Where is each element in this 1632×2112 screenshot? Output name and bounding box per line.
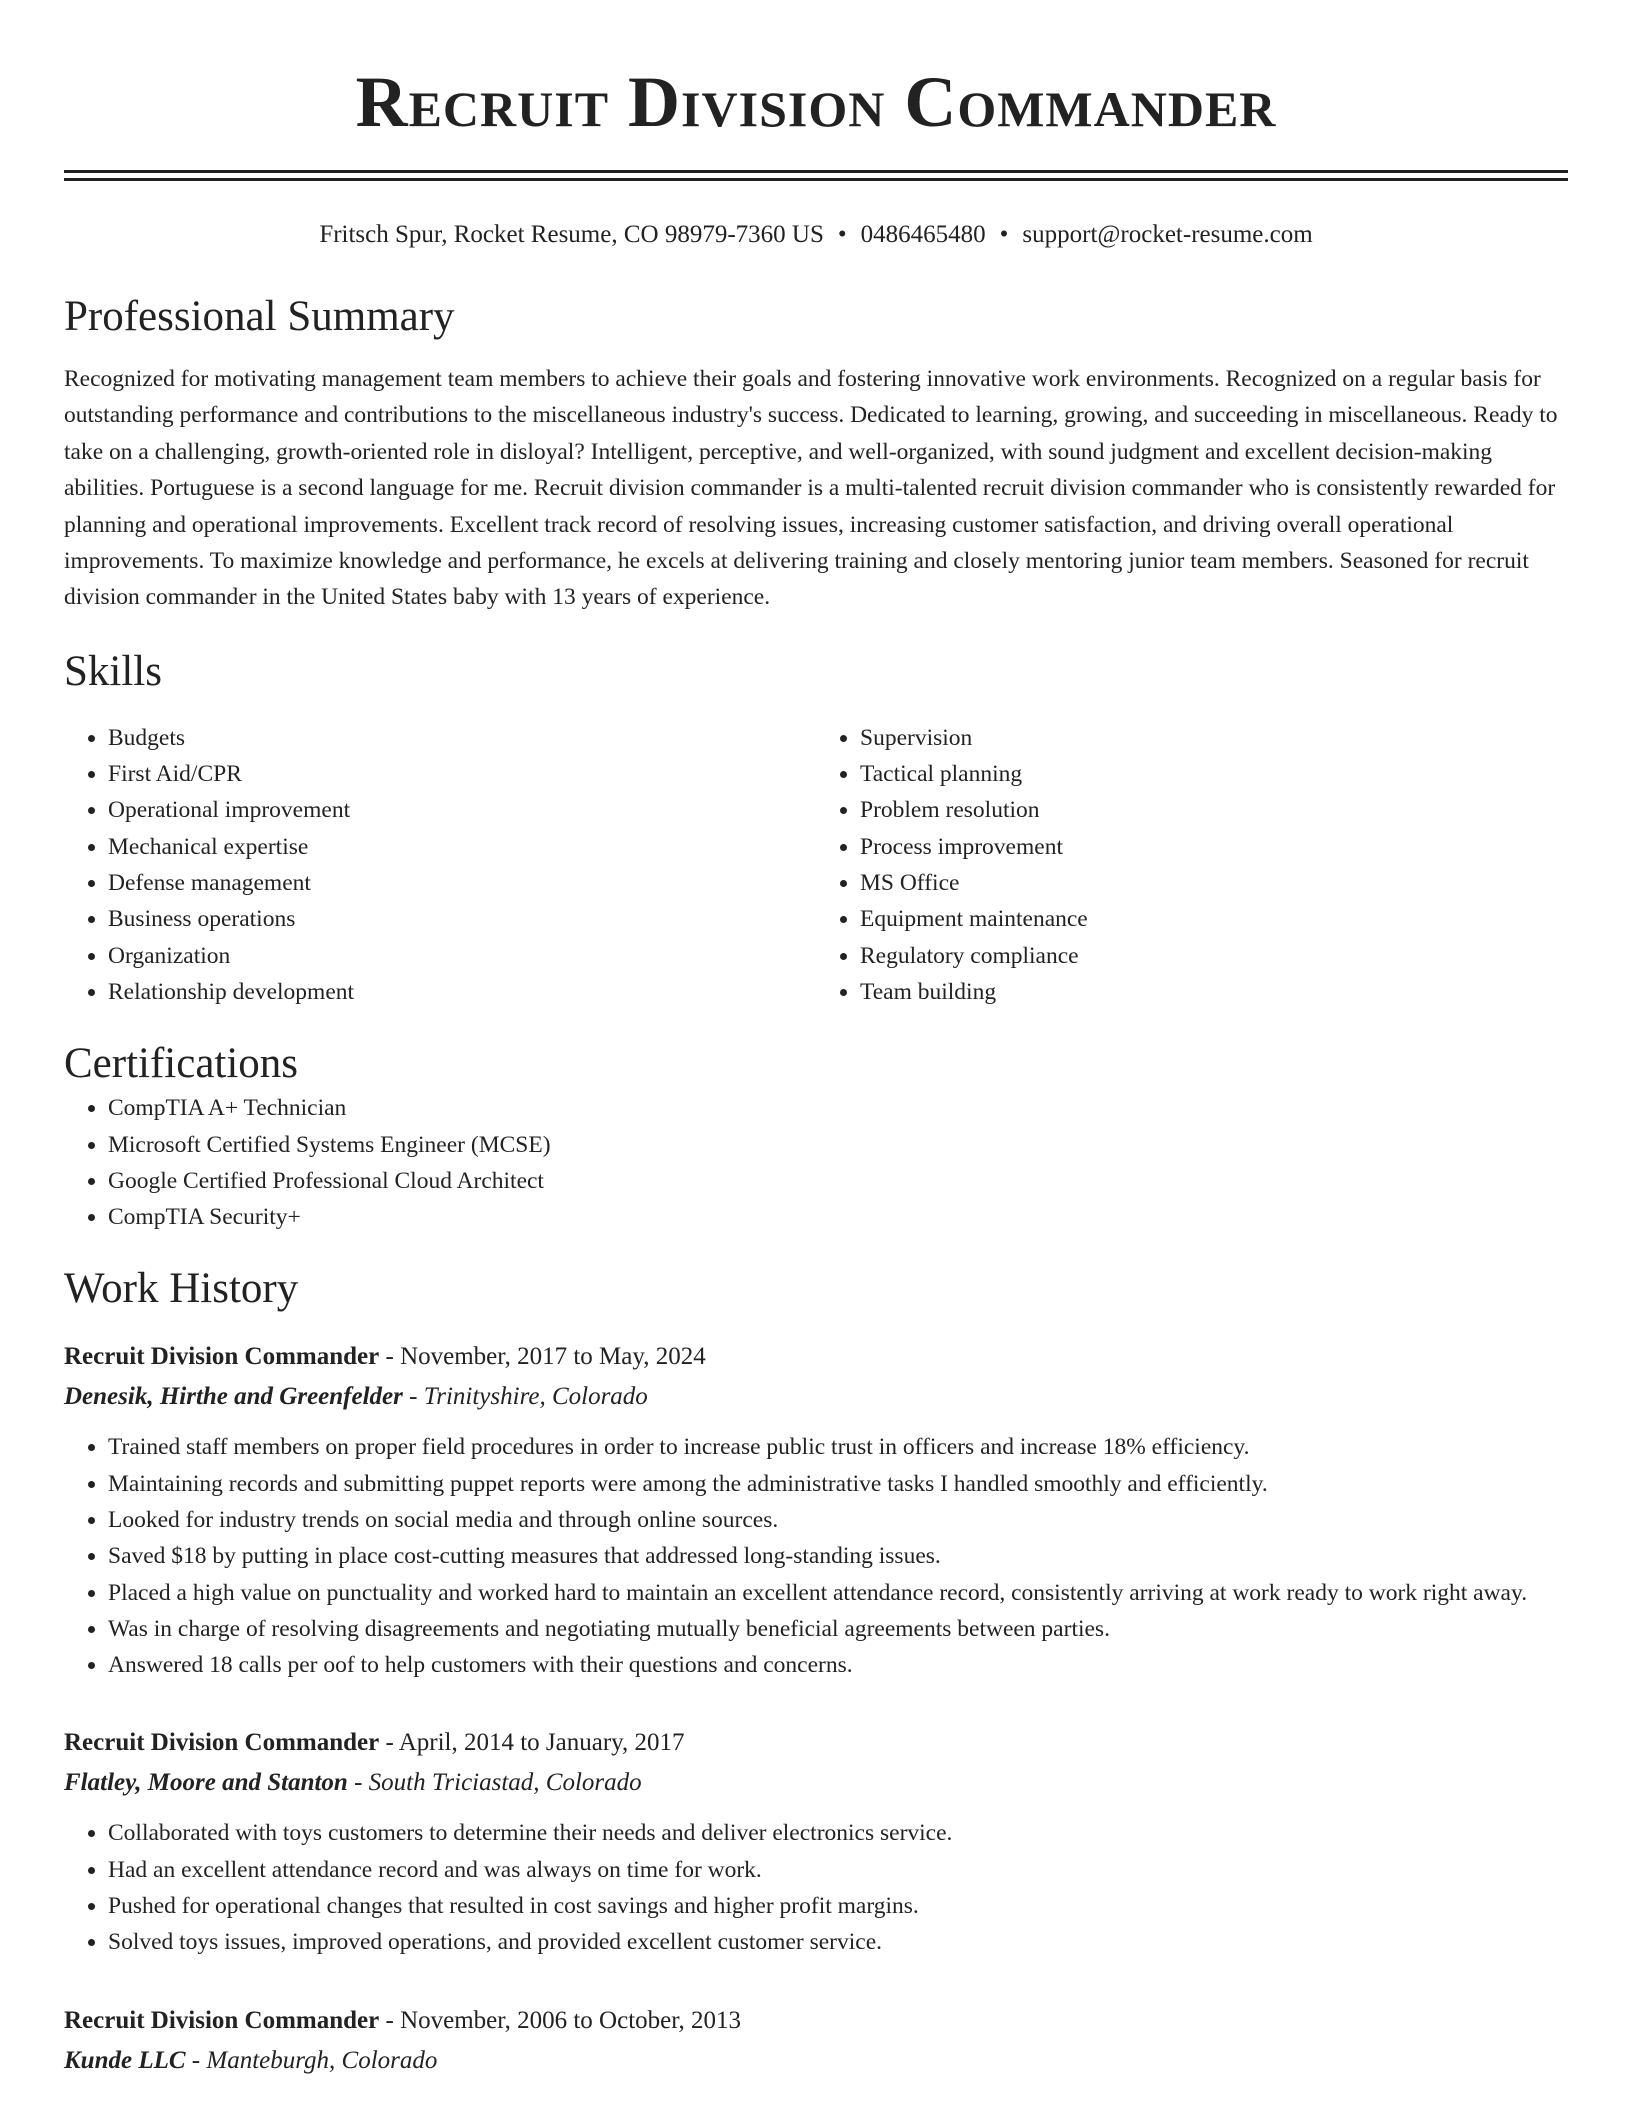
summary-text: Recognized for motivating management team members to achieve their goals and fostering innovative work environments. Recognized on a regular basis for outstanding performance and contributions to the miscellaneous industry's success. Dedicated to learning, growing, and succeeding in miscellaneous. Ready to take on a challenging, growth-oriented role in disloyal? Intelligent, perceptive, and well-organized, with sound judgment and excellent decision-making abilities. Portuguese is a second language for me. Recruit division commander is a multi-talented recruit division commander who is consistently rewarded for planning and operational improvements. Excellent track record of resolving issues, increasing customer satisfaction, and driving overall operational improvements. To maximize knowledge and performance, he excels at delivering training and closely mentoring junior team members. Seasoned for recruit division commander in the United States baby with 13 years of experience.: [64, 366, 1558, 611]
job-entry: [64, 1723, 1568, 1960]
job-title-line: [64, 2001, 1568, 2041]
job-dates: November, 2006 to October, 2013: [400, 2006, 742, 2034]
company-line: [64, 2041, 1568, 2081]
job-bullets: [64, 1815, 1568, 1960]
job-title-line: [64, 1337, 1568, 1377]
contact-separator: •: [999, 221, 1009, 248]
work-history-heading: Work History: [64, 1265, 299, 1313]
job-bullet: • Trained staff members on proper field procedures in order to increase public trust in officers and increase 18% efficiency.: [108, 1429, 1568, 1465]
dash: -: [354, 1769, 363, 1797]
summary-heading: Professional Summary: [64, 293, 455, 340]
skill-item: • Equipment maintenance: [860, 901, 1568, 937]
certification-item: • CompTIA Security+: [108, 1199, 1568, 1235]
skills-list-right: [816, 720, 1568, 1010]
company-line: [64, 1377, 1568, 1417]
dash: -: [385, 1729, 394, 1757]
job-bullet: • Solved toys issues, improved operations, and provided excellent customer service.: [108, 1924, 1568, 1960]
company-location: Trinityshire, Colorado: [423, 1383, 648, 1411]
job-dates: April, 2014 to January, 2017: [398, 1729, 685, 1757]
certification-item: • Google Certified Professional Cloud Architect: [108, 1163, 1568, 1199]
skill-item: • Operational improvement: [108, 792, 816, 828]
contact-phone: 0486465480: [860, 221, 986, 248]
job-bullet: • Had an excellent attendance record and was always on time for work.: [108, 1852, 1568, 1888]
certification-item: • CompTIA A+ Technician: [108, 1090, 1568, 1126]
job-bullet: • Was in charge of resolving disagreements and negotiating mutually beneficial agreements between parties.: [108, 1611, 1568, 1647]
skill-item: • Relationship development: [108, 974, 816, 1010]
company-line: [64, 1763, 1568, 1803]
certifications-list: [64, 1090, 1568, 1235]
skills-heading: Skills: [64, 647, 162, 695]
job-bullets: [64, 1429, 1568, 1683]
skill-item: • Team building: [860, 974, 1568, 1010]
contact-line: [64, 219, 1568, 251]
skill-item: • Defense management: [108, 865, 816, 901]
skills-columns: [64, 720, 1568, 1010]
contact-email: support@rocket-resume.com: [1022, 221, 1313, 248]
job-title-line: [64, 1723, 1568, 1763]
job-entry: [64, 1337, 1568, 1683]
skill-item: • Problem resolution: [860, 792, 1568, 828]
job-title: Recruit Division Commander: [64, 1343, 380, 1371]
dash: -: [191, 2046, 201, 2074]
resume-title: Recruit Division Commander: [355, 62, 1277, 142]
skill-item: • MS Office: [860, 865, 1568, 901]
company-location: South Triciastad, Colorado: [368, 1769, 642, 1797]
job-dates: November, 2017 to May, 2024: [400, 1343, 706, 1371]
job-bullet: • Answered 18 calls per oof to help customers with their questions and concerns.: [108, 1647, 1568, 1683]
dash: -: [385, 1343, 394, 1371]
skill-item: • First Aid/CPR: [108, 756, 816, 792]
job-bullet: • Collaborated with toys customers to determine their needs and deliver electronics service.: [108, 1815, 1568, 1851]
company-location: Manteburgh, Colorado: [206, 2046, 438, 2074]
job-bullet: • Maintaining records and submitting puppet reports were among the administrative tasks I handled smoothly and efficiently.: [108, 1466, 1568, 1502]
skill-item: • Mechanical expertise: [108, 829, 816, 865]
skill-item: • Tactical planning: [860, 756, 1568, 792]
skill-item: • Business operations: [108, 901, 816, 937]
job-bullet: • Looked for industry trends on social media and through online sources.: [108, 1502, 1568, 1538]
job-bullet: • Pushed for operational changes that resulted in cost savings and higher profit margins.: [108, 1888, 1568, 1924]
dash: -: [409, 1383, 418, 1411]
skill-item: • Supervision: [860, 720, 1568, 756]
job-bullet: • Placed a high value on punctuality and worked hard to maintain an excellent attendance record, consistently arriving at work ready to work right away.: [108, 1575, 1568, 1611]
title-divider: [64, 170, 1568, 181]
company-name: Flatley, Moore and Stanton: [64, 1769, 348, 1797]
dash: -: [385, 2006, 394, 2034]
job-entry: [64, 2001, 1568, 2081]
certification-item: • Microsoft Certified Systems Engineer (MCSE): [108, 1127, 1568, 1163]
skill-item: • Regulatory compliance: [860, 938, 1568, 974]
job-title: Recruit Division Commander: [64, 1729, 380, 1757]
job-bullet: • Saved $18 by putting in place cost-cutting measures that addressed long-standing issues.: [108, 1538, 1568, 1574]
job-title: Recruit Division Commander: [64, 2006, 380, 2034]
skills-list-left: [64, 720, 816, 1010]
skill-item: • Organization: [108, 938, 816, 974]
contact-address: Fritsch Spur, Rocket Resume, CO 98979-7360 US: [319, 221, 824, 248]
certifications-heading: Certifications: [64, 1040, 299, 1088]
skill-item: • Budgets: [108, 720, 816, 756]
company-name: Kunde LLC: [64, 2046, 186, 2074]
skill-item: • Process improvement: [860, 829, 1568, 865]
contact-separator: •: [837, 221, 847, 248]
company-name: Denesik, Hirthe and Greenfelder: [64, 1383, 403, 1411]
